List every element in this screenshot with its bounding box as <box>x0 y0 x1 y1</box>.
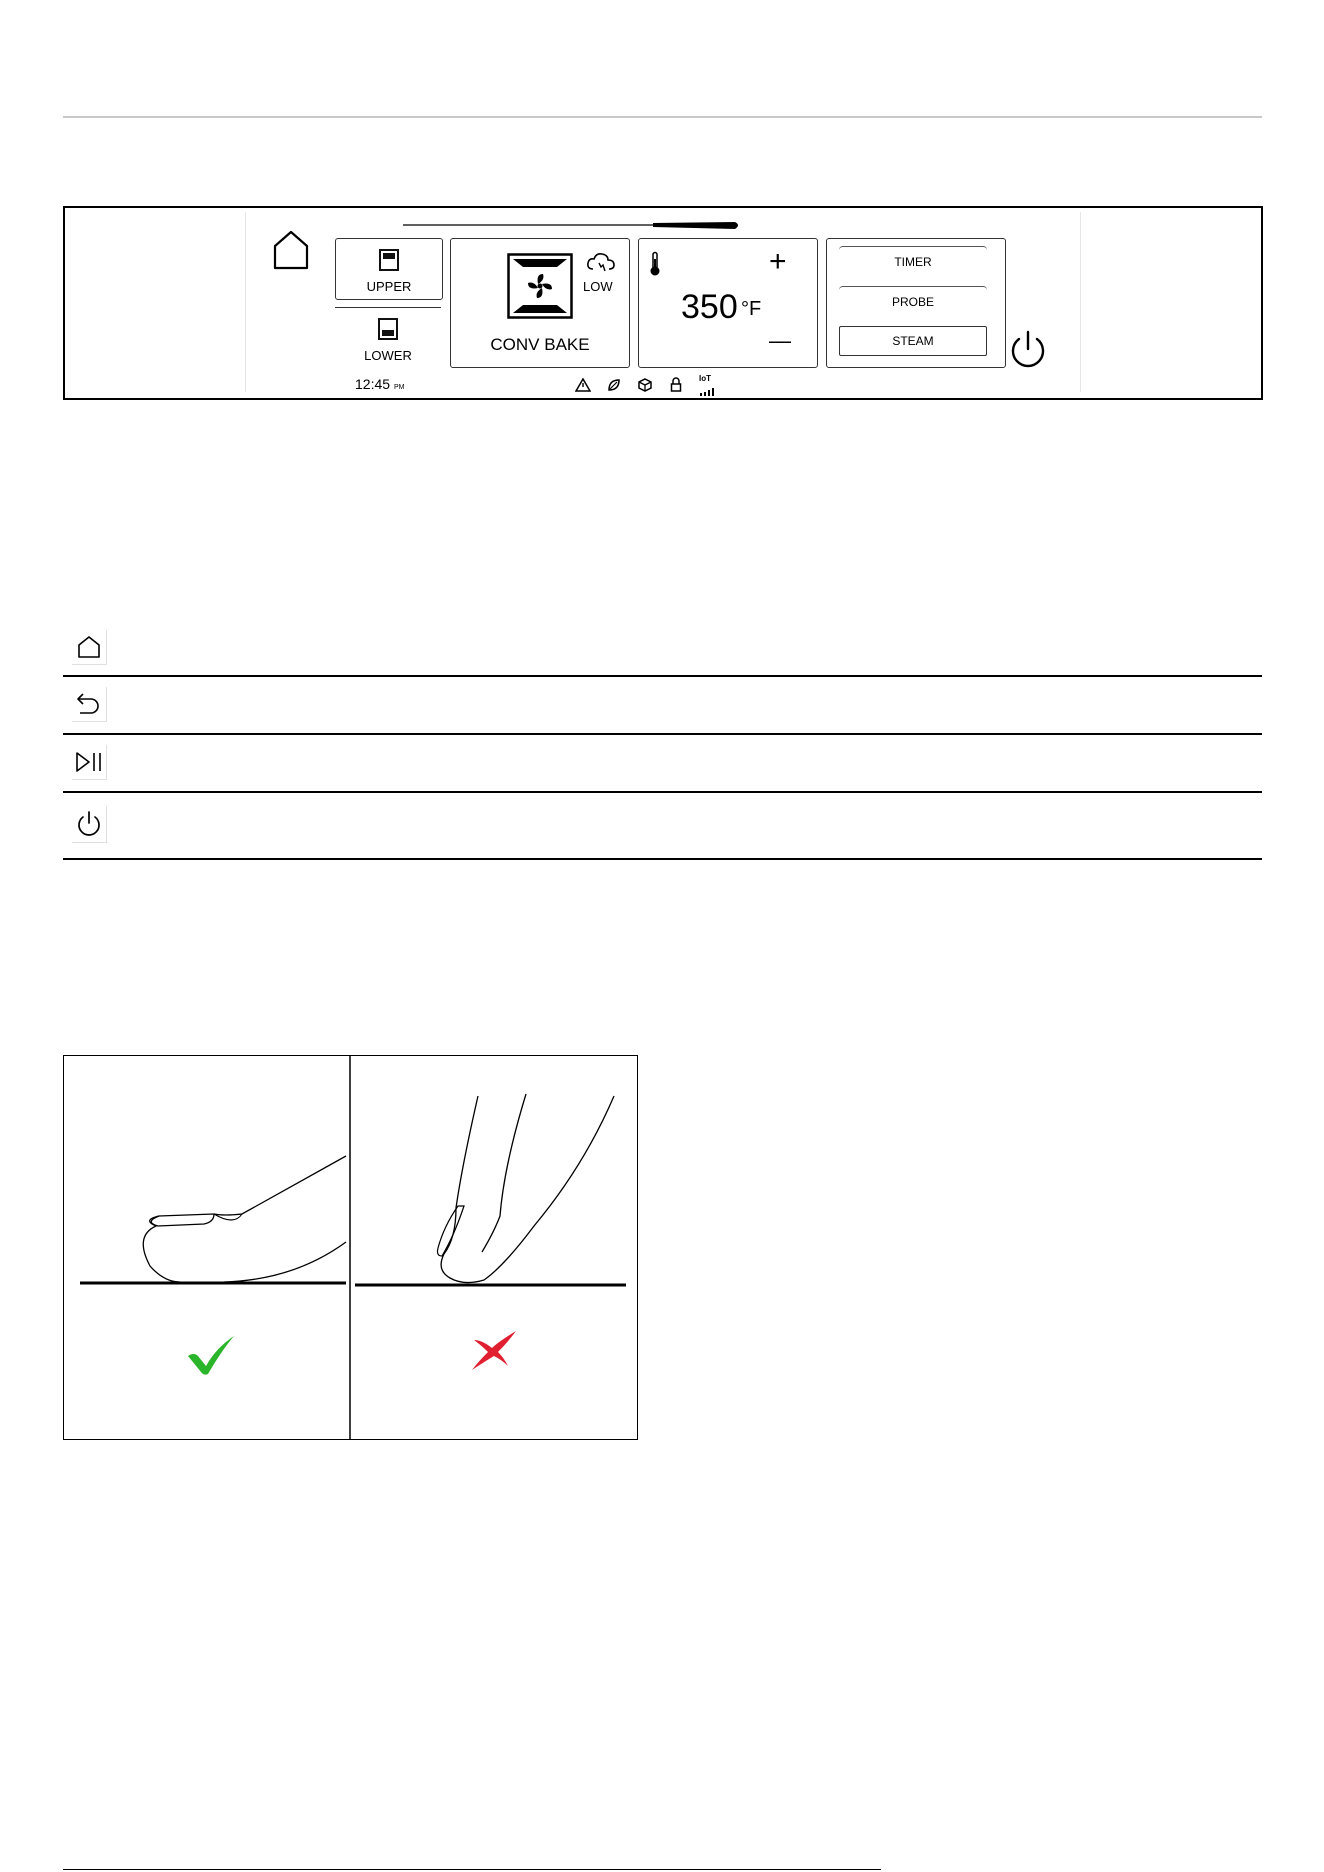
probe-button[interactable]: PROBE <box>839 286 987 316</box>
check-icon <box>186 1334 236 1376</box>
fan-icon <box>507 253 573 319</box>
clock-time: 12:45 <box>355 376 391 392</box>
touch-illustration <box>64 1056 637 1439</box>
power-icon <box>1007 328 1049 370</box>
iot-signal-icon <box>699 374 717 401</box>
table-icon-back <box>72 687 107 722</box>
temperature-unit: °F <box>741 298 762 320</box>
eco-leaf-icon <box>607 378 621 392</box>
play-pause-icon <box>74 750 104 774</box>
footer-rule <box>63 1869 881 1870</box>
home-icon <box>271 228 311 272</box>
upper-label: UPPER <box>366 279 412 294</box>
lower-cavity-button[interactable] <box>335 308 441 366</box>
lower-label: LOWER <box>364 348 412 363</box>
control-panel-figure <box>63 206 1263 400</box>
home-icon <box>76 634 102 660</box>
temperature-decrease-button[interactable]: — <box>769 328 791 353</box>
temperature-value: 350 <box>681 288 738 326</box>
clock <box>355 376 404 392</box>
cooking-mode-card[interactable] <box>450 238 630 368</box>
warning-icon <box>575 378 591 392</box>
power-button[interactable] <box>1007 328 1049 375</box>
table-icon-home <box>72 630 107 665</box>
cross-icon <box>468 1330 518 1370</box>
table-icon-play-pause <box>72 745 107 780</box>
table-row-divider <box>63 858 1262 860</box>
lower-oven-icon <box>378 318 398 340</box>
progress-indicator <box>403 220 743 232</box>
upper-oven-icon <box>379 249 399 271</box>
signal-bars <box>699 388 717 396</box>
mode-name: CONV BAKE <box>490 335 590 354</box>
table-icon-power <box>72 806 107 843</box>
table-row-divider <box>63 791 1262 793</box>
back-arrow-icon <box>75 690 103 718</box>
timer-button[interactable]: TIMER <box>839 246 987 276</box>
cube-icon <box>638 378 652 392</box>
lock-icon <box>670 377 682 392</box>
steam-cloud-icon <box>585 251 617 275</box>
table-row-divider <box>63 675 1262 677</box>
temperature-card <box>638 238 818 368</box>
iot-label: IoT <box>699 374 711 383</box>
screen-edge-left <box>245 212 246 392</box>
upper-cavity-button[interactable] <box>335 238 443 300</box>
screen-edge-right <box>1080 212 1081 392</box>
clock-ampm: PM <box>393 384 405 391</box>
table-row-divider <box>63 733 1262 735</box>
home-button[interactable] <box>271 228 311 277</box>
temperature-increase-button[interactable]: + <box>769 245 787 278</box>
touch-technique-figure <box>63 1055 638 1440</box>
steam-button[interactable]: STEAM <box>839 326 987 356</box>
power-icon <box>75 810 103 838</box>
thermometer-icon <box>649 251 661 277</box>
steam-level-label: LOW <box>583 279 613 294</box>
header-rule <box>63 116 1262 118</box>
